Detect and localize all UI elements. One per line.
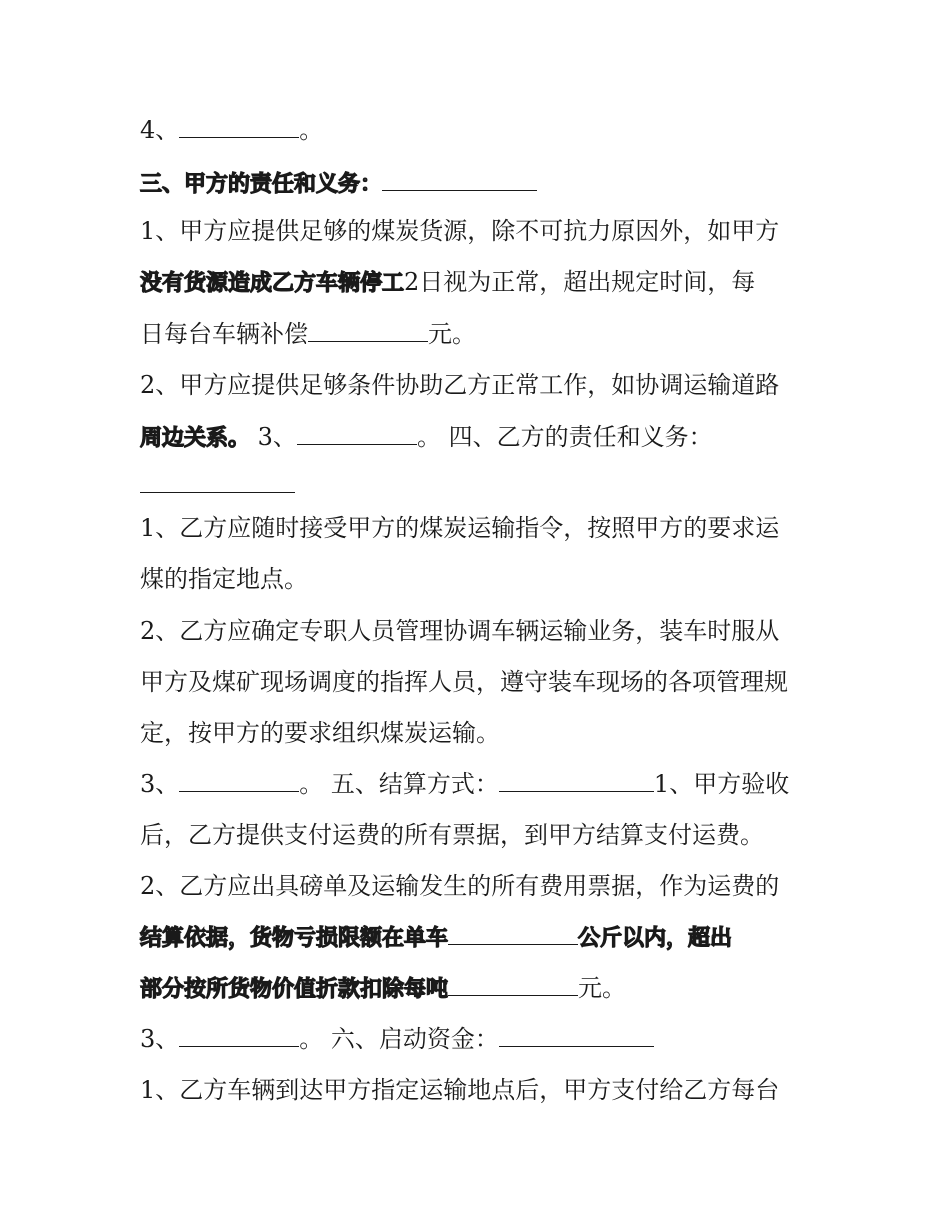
clause-line: 3、 。 六、启动资金： [140,1023,820,1055]
clause-line: 后，乙方提供支付运费的所有票据，到甲方结算支付运费。 [140,821,764,849]
clause-line: 结算依据，货物亏损限额在单车 公斤以内，超出 [140,921,820,955]
blank-field[interactable] [297,422,417,445]
clause-line: 2、乙方应确定专职人员管理协调车辆运输业务，装车时服从 [140,617,780,645]
clause-line [140,469,820,501]
blank-field[interactable] [140,470,295,493]
blank-field[interactable] [448,973,578,996]
clause-line: 1、乙方应随时接受甲方的煤炭运输指令，按照甲方的要求运 [140,514,780,542]
clause-line: 煤的指定地点。 [140,565,308,593]
blank-field[interactable] [179,769,299,792]
clause-line: 甲方及煤矿现场调度的指挥人员，遵守装车现场的各项管理规 [140,668,788,696]
blank-field[interactable] [179,1024,299,1047]
section-heading: 三、甲方的责任和义务： [140,167,820,201]
clause-line: 1、甲方应提供足够的煤炭货源，除不可抗力原因外，如甲方 [140,217,780,245]
clause-line: 1、乙方车辆到达甲方指定运输地点后，甲方支付给乙方每台 [140,1076,780,1104]
clause-line: 周边关系。 3、 。 四、乙方的责任和义务： [140,423,713,451]
blank-field[interactable] [499,1024,654,1047]
blank-field[interactable] [499,769,654,792]
blank-field[interactable] [179,115,299,138]
clause-line: 4、 。 [140,116,324,144]
clause-line: 日每台车辆补偿 元。 [140,320,476,348]
clause-line: 部分按所货物价值折款扣除每吨 元。 [140,974,627,1002]
blank-field[interactable] [382,168,537,191]
blank-field[interactable] [308,319,428,342]
blank-field[interactable] [448,922,578,945]
clause-line: 没有货源造成乙方车辆停工2日视为正常，超出规定时间，每 [140,268,756,296]
clause-line: 3、 。 五、结算方式： 1、甲方验收 [140,770,790,798]
clause-line: 2、乙方应出具磅单及运输发生的所有费用票据，作为运费的 [140,872,780,900]
clause-line: 定，按甲方的要求组织煤炭运输。 [140,719,500,747]
clause-line: 2、甲方应提供足够条件协助乙方正常工作，如协调运输道路 [140,371,780,399]
